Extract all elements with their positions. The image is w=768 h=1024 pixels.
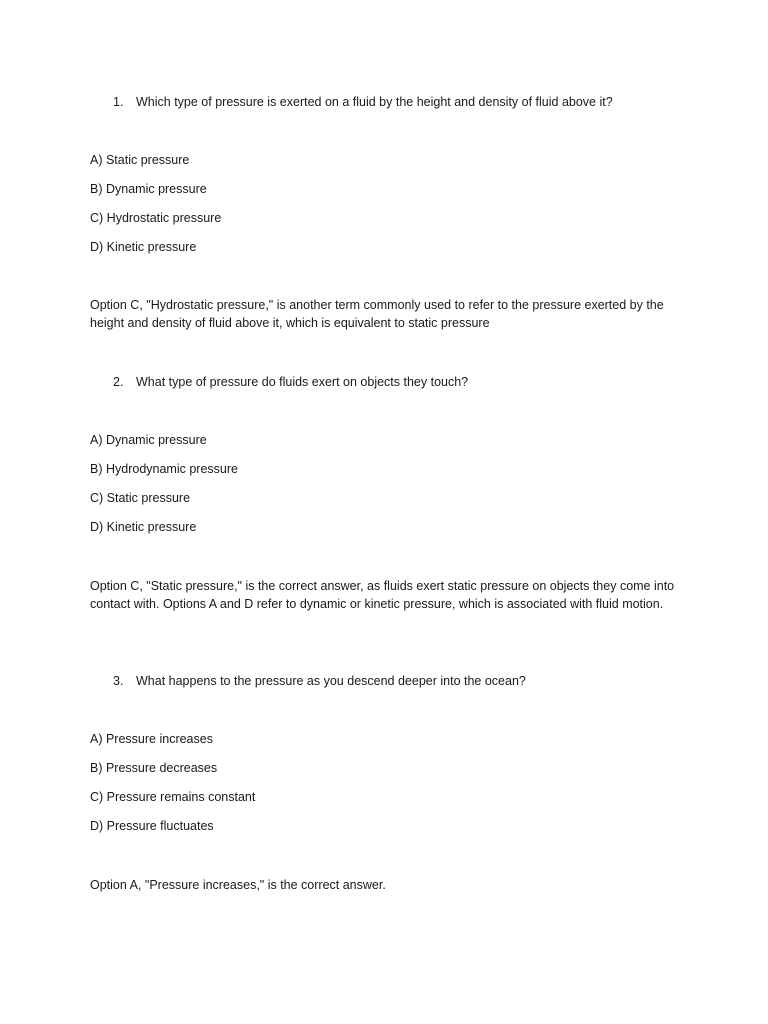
question-2-option-d: D) Kinetic pressure (90, 520, 197, 534)
question-3-option-a: A) Pressure increases (90, 732, 213, 746)
question-3-option-b: B) Pressure decreases (90, 761, 218, 775)
question-1-option-b: B) Dynamic pressure (90, 182, 207, 196)
question-3-option-c: C) Pressure remains constant (90, 790, 256, 804)
question-1-option-c: C) Hydrostatic pressure (90, 211, 222, 225)
question-3-number: 3. (113, 674, 124, 688)
question-3-option-d: D) Pressure fluctuates (90, 819, 214, 833)
question-1-text: Which type of pressure is exerted on a fluid by the height and density of fluid above it? (136, 95, 613, 109)
question-2 (113, 373, 713, 391)
question-1-option-a: A) Static pressure (90, 153, 190, 167)
question-2-text: What type of pressure do fluids exert on objects they touch? (136, 375, 469, 389)
question-1 (113, 93, 713, 111)
question-3-explanation: Option A, "Pressure increases," is the correct answer. (90, 878, 386, 892)
question-1-explanation: Option C, "Hydrostatic pressure," is another term commonly used to refer to the pressure exerted by the height and density of fluid above it, which is equivalent to static pressure (90, 298, 664, 330)
question-1-option-d: D) Kinetic pressure (90, 240, 197, 254)
question-3-text: What happens to the pressure as you descend deeper into the ocean? (136, 674, 526, 688)
question-2-option-a: A) Dynamic pressure (90, 433, 207, 447)
question-2-explanation: Option C, "Static pressure," is the correct answer, as fluids exert static pressure on objects they come into contact with. Options A and D refer to dynamic or kinetic pressure, which is associated with fluid motion. (90, 579, 675, 611)
question-2-option-b: B) Hydrodynamic pressure (90, 462, 238, 476)
question-3 (113, 672, 713, 690)
question-1-number: 1. (113, 95, 124, 109)
question-2-option-c: C) Static pressure (90, 491, 191, 505)
question-2-number: 2. (113, 375, 124, 389)
